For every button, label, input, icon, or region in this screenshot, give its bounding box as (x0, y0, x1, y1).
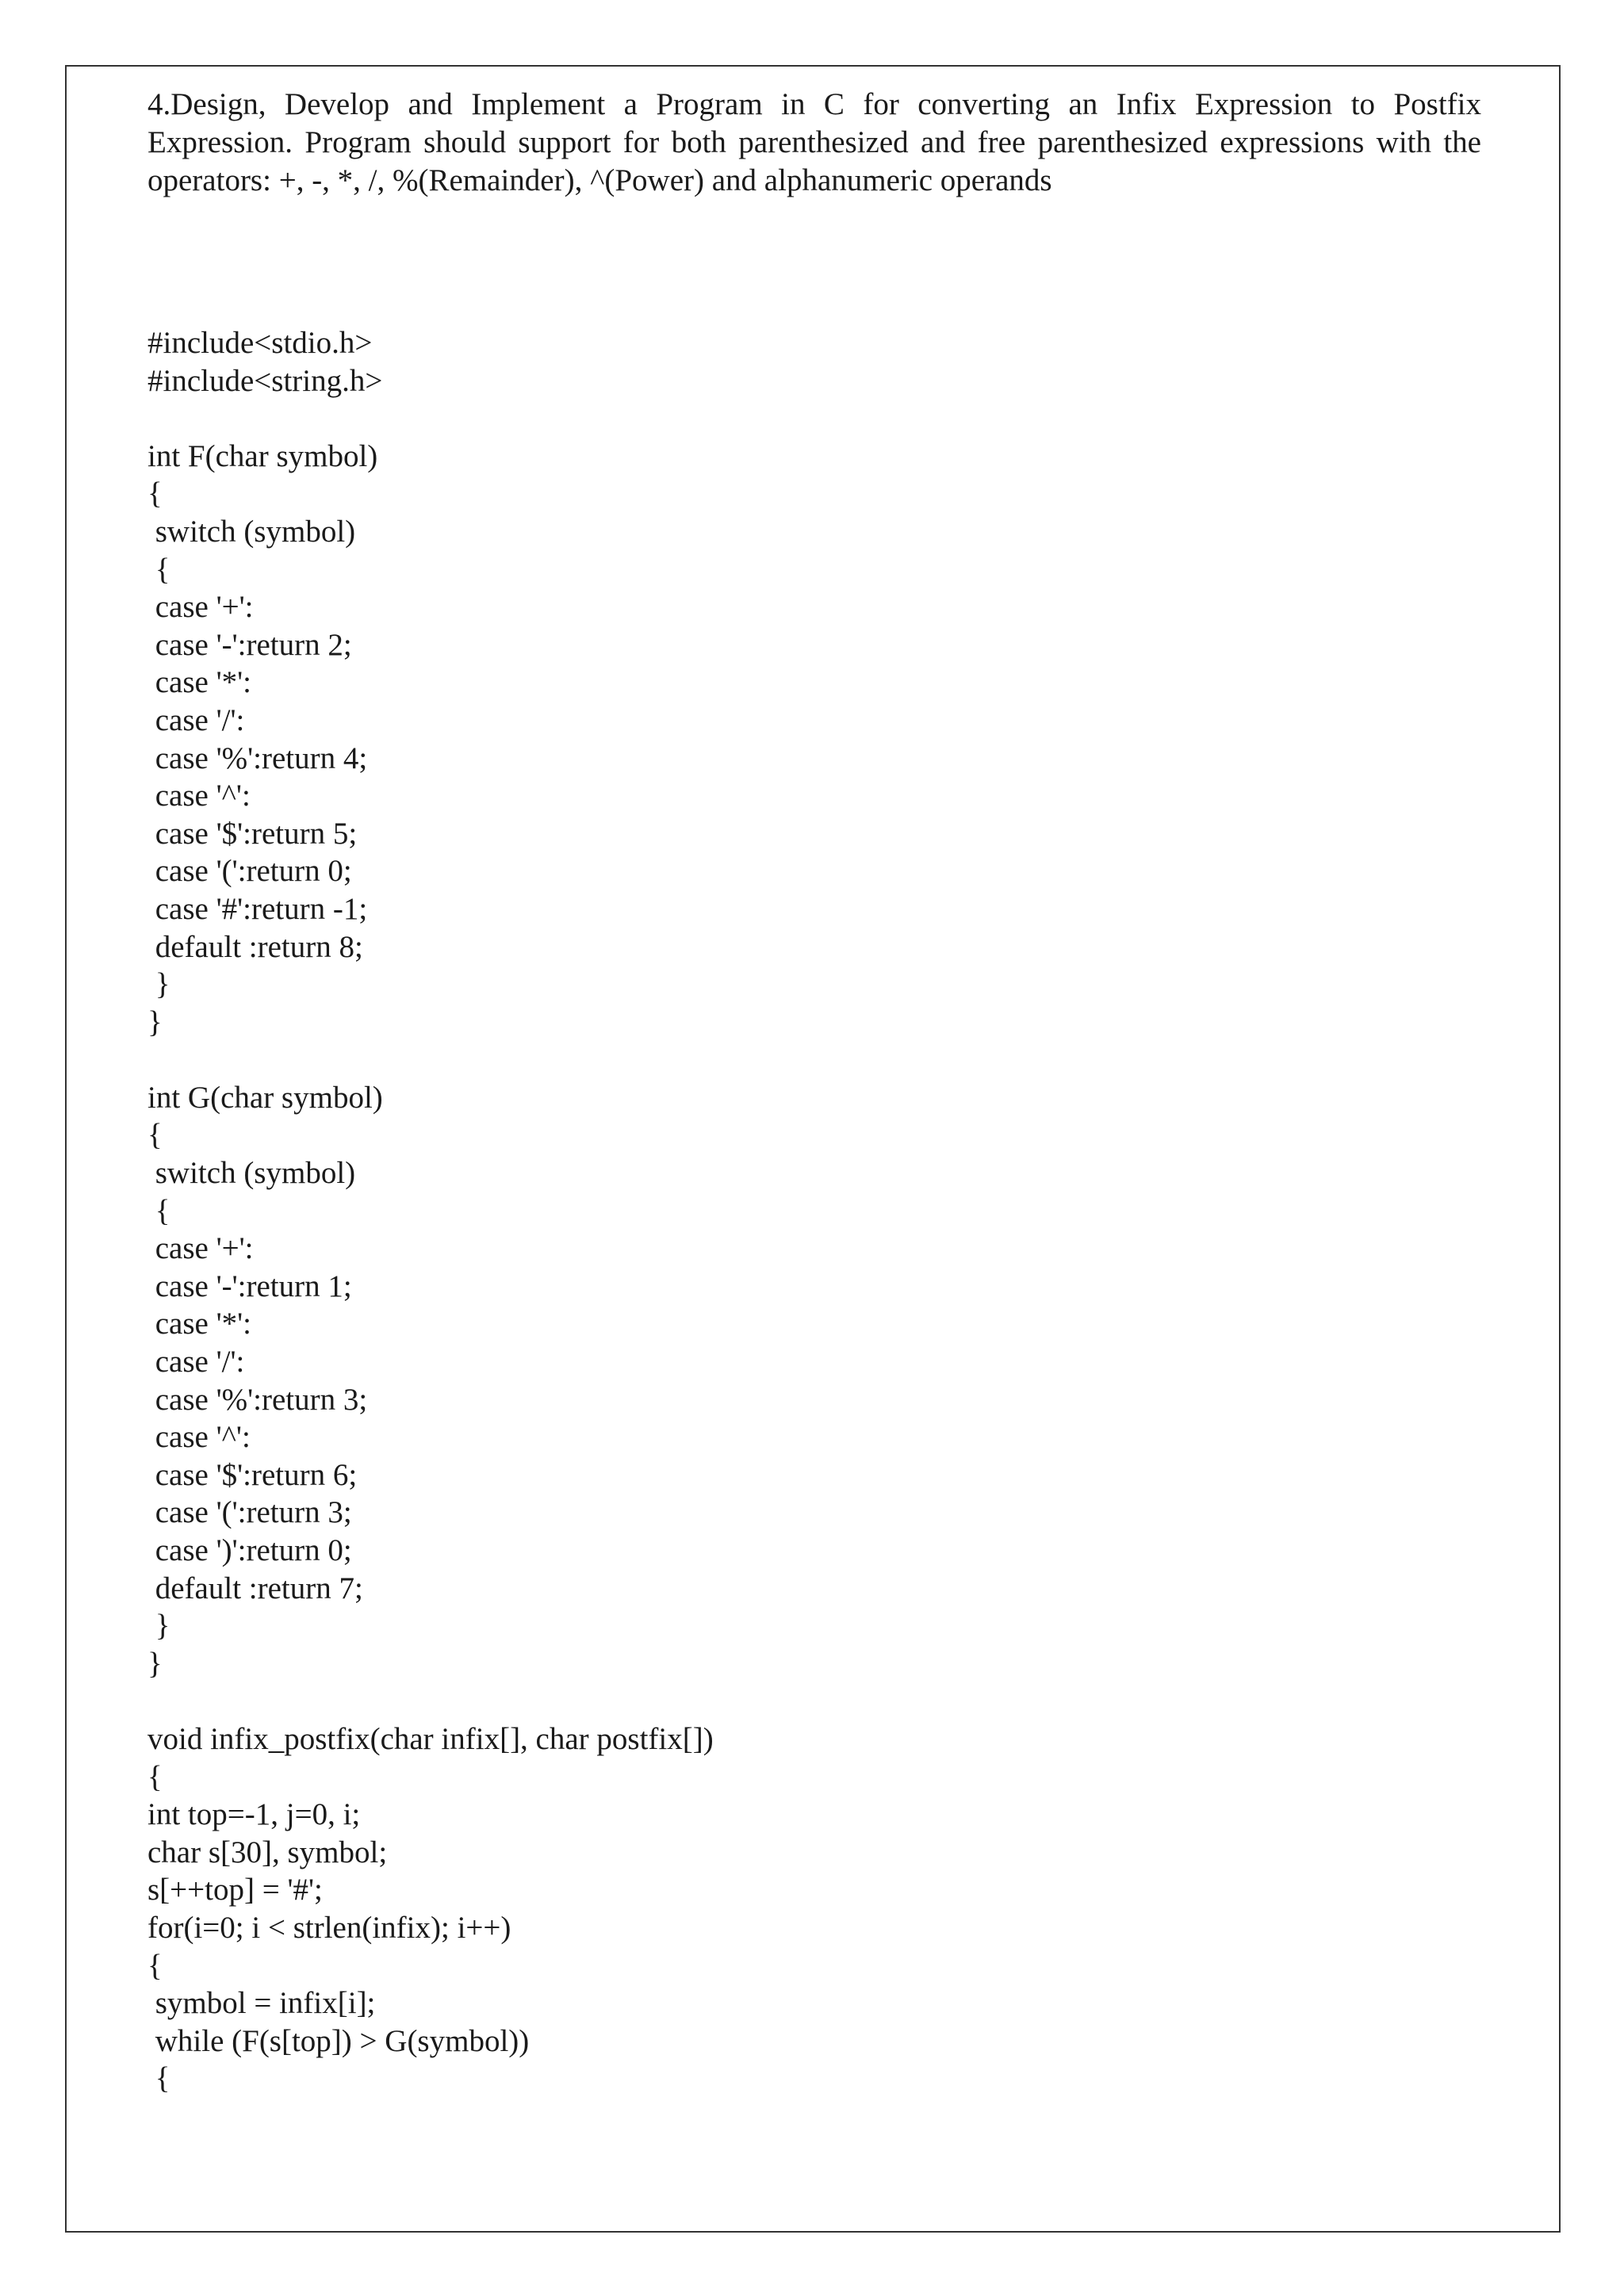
code-line: case '$':return 5; (147, 816, 358, 851)
code-line: { (147, 2061, 170, 2096)
code-line: switch (symbol) (147, 514, 356, 549)
code-line: { (147, 476, 163, 511)
code-line: case '/': (147, 702, 245, 737)
code-line: case '%':return 3; (147, 1382, 368, 1417)
code-line (147, 400, 1481, 438)
code-line: } (147, 1609, 170, 1644)
code-line: { (147, 552, 170, 587)
code-line: case '*': (147, 665, 251, 700)
problem-statement: 4.Design, Develop and Implement a Program in C for converting an Infix Expression to Postfix Expression. Program should support for both parenthesized and free parenthesized expressions with the operators: +, -, *, /, %(Remainder), ^(Power) and alphanumeric operands (147, 87, 1481, 197)
code-line: case '(':return 0; (147, 854, 352, 889)
code-line: default :return 8; (147, 929, 363, 964)
code-line: { (147, 1193, 170, 1228)
code-line: case ')':return 0; (147, 1533, 352, 1567)
code-line: case '#':return -1; (147, 891, 368, 926)
code-line: { (147, 1759, 163, 1794)
code-line: case '%':return 4; (147, 740, 368, 775)
code-line: char s[30], symbol; (147, 1835, 388, 1869)
code-listing (147, 324, 1481, 2098)
code-line: int top=-1, j=0, i; (147, 1797, 361, 1832)
document-content (147, 86, 1481, 2098)
code-line: #include<string.h> (147, 363, 383, 398)
code-line: int F(char symbol) (147, 438, 378, 473)
code-line: case '-':return 1; (147, 1269, 352, 1303)
code-line: int G(char symbol) (147, 1080, 383, 1115)
code-line: } (147, 1646, 163, 1681)
code-line: default :return 7; (147, 1571, 363, 1605)
code-line: while (F(s[top]) > G(symbol)) (147, 2023, 530, 2058)
code-line: #include<stdio.h> (147, 326, 373, 360)
code-line: case '+': (147, 1231, 254, 1266)
code-line: case '(':return 3; (147, 1495, 352, 1530)
code-line: symbol = infix[i]; (147, 1986, 376, 2021)
code-line: } (147, 1004, 163, 1039)
code-line: } (147, 967, 170, 1002)
code-line: { (147, 1118, 163, 1153)
code-line: case '-':return 2; (147, 627, 352, 662)
code-line: case '*': (147, 1307, 251, 1341)
code-line: case '^': (147, 779, 251, 813)
code-line: s[++top] = '#'; (147, 1873, 323, 1908)
code-line (147, 1682, 1481, 1720)
code-line: case '+': (147, 590, 254, 625)
code-line: switch (symbol) (147, 1156, 356, 1191)
code-line: case '/': (147, 1345, 245, 1380)
code-line: void infix_postfix(char infix[], char postfix[]) (147, 1721, 714, 1756)
code-line (147, 1041, 1481, 1079)
code-line: case '^': (147, 1420, 251, 1455)
code-line: { (147, 1948, 163, 1983)
code-line: case '$':return 6; (147, 1457, 358, 1492)
code-line: for(i=0; i < strlen(infix); i++) (147, 1910, 511, 1945)
